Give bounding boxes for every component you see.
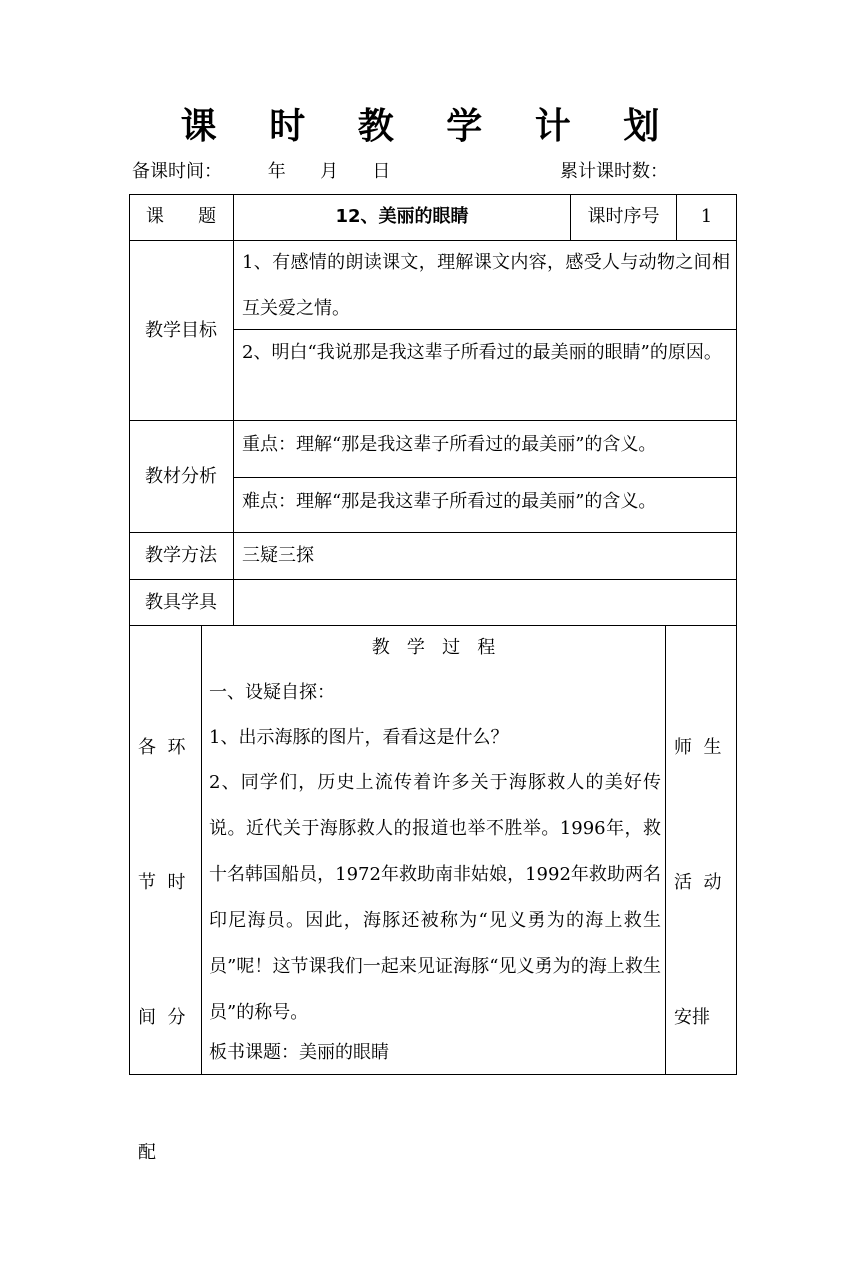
goals-label: 教学目标 <box>145 319 217 341</box>
prep-time-label: 备课时间： 年 月 日 <box>132 161 391 182</box>
key-point: 重点：理解“那是我这辈子所看过的最美丽”的含义。 <box>242 434 657 455</box>
time-label-line: 节 时 <box>138 872 186 893</box>
method-value: 三疑三探 <box>242 545 314 566</box>
topic-label: 课 题 <box>145 206 217 227</box>
time-allocation-label <box>138 635 198 1265</box>
difficult-point: 难点：理解“那是我这辈子所看过的最美丽”的含义。 <box>242 491 657 512</box>
activity-label-line: 师 生 <box>674 737 722 758</box>
method-label: 教学方法 <box>145 545 217 566</box>
time-label-line: 间 分 <box>138 1007 186 1028</box>
goal-item: 1、有感情的朗读课文，理解课文内容，感受人与动物之间相互关爱之情。 <box>242 252 730 319</box>
cumulative-lessons-label: 累计课时数： <box>560 161 668 182</box>
analysis-label: 教材分析 <box>145 465 217 487</box>
tools-label: 教具学具 <box>145 591 217 613</box>
process-line: 板书课题：美丽的眼睛 <box>209 1042 389 1063</box>
process-header: 教 学 过 程 <box>371 637 496 658</box>
process-line: 一、设疑自探： <box>209 682 335 703</box>
activity-arrangement-label <box>674 635 734 1130</box>
page-title: 课 时 教 学 计 划 <box>180 106 680 147</box>
activity-label-line: 活 动 <box>674 872 722 893</box>
lesson-plan-table <box>129 194 737 1163</box>
activity-label-line: 安排 <box>674 1007 710 1028</box>
goal-item: 2、明白“我说那是我这辈子所看过的最美丽的眼睛”的原因。 <box>242 342 722 363</box>
process-line: 2、同学们，历史上流传着许多关于海豚救人的美好传说。近代关于海豚救人的报道也举不胜举。1996年，救十名韩国船员，1972年救助南非姑娘，1992年救助两名印尼海员。因此，海豚还被称为“见义勇为的海上救生员”呢！这节课我们一起来见证海豚“见义勇为的海上救生员”的称号。 <box>209 772 661 1023</box>
topic-value: 12、美丽的眼睛 <box>335 206 469 227</box>
process-line: 1、出示海豚的图片，看看这是什么？ <box>209 727 509 748</box>
lesson-no-value: 1 <box>700 206 713 227</box>
lesson-no-label: 课时序号 <box>587 206 660 227</box>
time-label-line: 配 <box>138 1142 156 1163</box>
time-label-line: 各 环 <box>138 737 186 758</box>
